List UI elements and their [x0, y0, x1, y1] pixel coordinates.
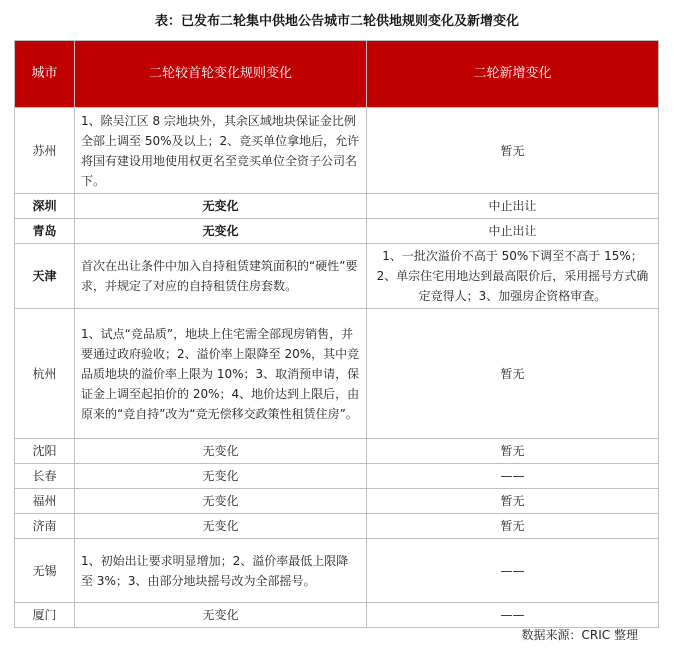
city-cell: 长春	[15, 464, 75, 489]
city-cell: 福州	[15, 489, 75, 514]
table-row	[15, 194, 659, 219]
table-row	[15, 108, 659, 194]
new-change-cell: 暂无	[367, 514, 659, 539]
new-change-cell: 中止出让	[367, 194, 659, 219]
new-change-cell: ——	[367, 603, 659, 628]
city-cell: 厦门	[15, 603, 75, 628]
city-cell: 杭州	[15, 309, 75, 439]
table-row	[15, 539, 659, 603]
table-row	[15, 439, 659, 464]
header-rule-change: 二轮较首轮变化规则变化	[75, 41, 367, 108]
table-row	[15, 244, 659, 309]
new-change-cell: 1、一批次溢价不高于 50%下调至不高于 15%；2、单宗住宅用地达到最高限价后，采用摇号方式确定竞得人；3、加强房企资格审查。	[367, 244, 659, 309]
new-change-cell: ——	[367, 539, 659, 603]
rule-change-cell: 首次在出让条件中加入自持租赁建筑面积的“硬性”要求，并规定了对应的自持租赁住房套数。	[75, 244, 367, 309]
rule-change-cell: 无变化	[75, 219, 367, 244]
data-source-note: 数据来源：CRIC 整理	[521, 628, 638, 642]
city-cell: 苏州	[15, 108, 75, 194]
table-row	[15, 489, 659, 514]
new-change-cell: 暂无	[367, 309, 659, 439]
rule-change-cell: 1、试点“竞品质”，地块上住宅需全部现房销售，并要通过政府验收；2、溢价率上限降至 20%，其中竞品质地块的溢价率上限为 10%；3、取消预申请，保证金上调至起拍价的 20%；4、地价达到上限后，由原来的“竞自持”改为“竞无偿移交政策性租赁住房”。	[75, 309, 367, 439]
new-change-cell: 暂无	[367, 489, 659, 514]
table-title: 表：已发布二轮集中供地公告城市二轮供地规则变化及新增变化	[154, 14, 519, 29]
city-cell: 无锡	[15, 539, 75, 603]
city-cell: 沈阳	[15, 439, 75, 464]
city-cell: 青岛	[15, 219, 75, 244]
header-row	[15, 41, 659, 108]
header-city: 城市	[15, 41, 75, 108]
new-change-cell: 中止出让	[367, 219, 659, 244]
new-change-cell: ——	[367, 464, 659, 489]
rule-change-cell: 1、除吴江区 8 宗地块外，其余区域地块保证金比例全部上调至 50%及以上；2、竞买单位拿地后，允许将国有建设用地使用权更名至竞买单位全资子公司名下。	[75, 108, 367, 194]
new-change-cell: 暂无	[367, 108, 659, 194]
table-row	[15, 309, 659, 439]
table-row	[15, 219, 659, 244]
table-row	[15, 603, 659, 628]
rule-change-cell: 1、初始出让要求明显增加；2、溢价率最低上限降至 3%；3、由部分地块摇号改为全部摇号。	[75, 539, 367, 603]
rule-change-cell: 无变化	[75, 194, 367, 219]
policy-table	[14, 40, 659, 628]
city-cell: 天津	[15, 244, 75, 309]
rule-change-cell: 无变化	[75, 603, 367, 628]
rule-change-cell: 无变化	[75, 464, 367, 489]
city-cell: 济南	[15, 514, 75, 539]
table-row	[15, 514, 659, 539]
rule-change-cell: 无变化	[75, 514, 367, 539]
rule-change-cell: 无变化	[75, 439, 367, 464]
rule-change-cell: 无变化	[75, 489, 367, 514]
header-new-change: 二轮新增变化	[367, 41, 659, 108]
new-change-cell: 暂无	[367, 439, 659, 464]
city-cell: 深圳	[15, 194, 75, 219]
table-row	[15, 464, 659, 489]
